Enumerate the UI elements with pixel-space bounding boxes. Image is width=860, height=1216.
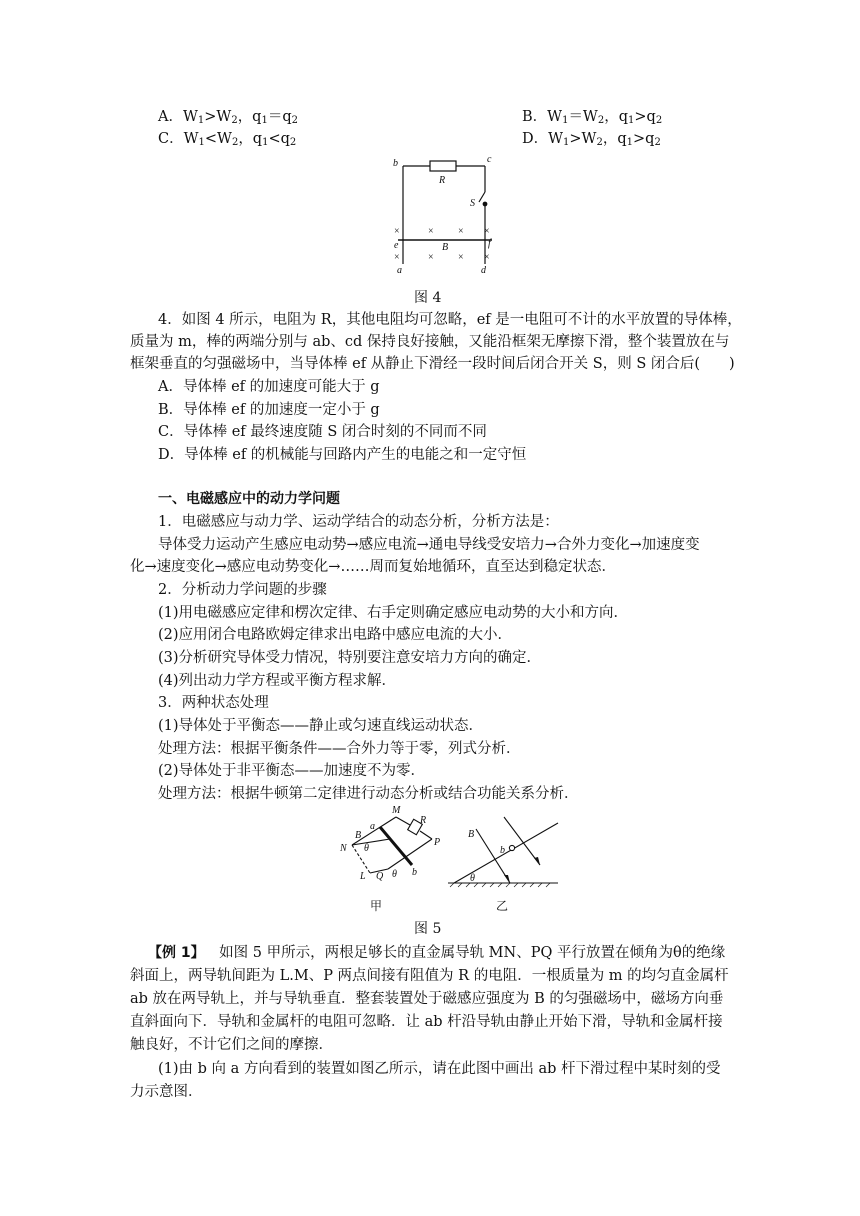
label-theta-1: θ	[364, 843, 369, 854]
label-n: N	[340, 843, 347, 854]
label-c: c	[487, 154, 492, 165]
label-q: Q	[376, 871, 384, 882]
label-p: P	[434, 837, 441, 848]
state-2-method: 处理方法：根据牛顿第二定律进行动态分析或结合功能关系分析．	[158, 786, 579, 802]
ground-hatch	[450, 883, 550, 887]
resistor-r	[430, 161, 456, 171]
question-4-option-c: C．导体棒 ef 最终速度随 S 闭合时刻的不同而不同	[158, 424, 487, 440]
example-1-question-1-b: 力示意图．	[130, 1084, 203, 1100]
question-4-line-1: 4．如图 4 所示，电阻为 R，其他电阻均可忽略，ef 是一电阻可不计的水平放置的导体棒，	[158, 312, 742, 328]
option-d-q3: D．$W_1>W_2$，$q_1>q_2$	[522, 131, 661, 148]
option-b-q3: B．$W_1=W_2$，$q_1>q_2$	[522, 109, 663, 126]
option-a-q3: A．$W_1>W_2$，$q_1=q_2$	[158, 109, 299, 126]
section-p3: 2．分析动力学问题的步骤	[158, 582, 327, 598]
figure-5-right-side-view	[440, 815, 560, 895]
figure-5-sub-right: 乙	[496, 899, 509, 913]
svg-text:×: ×	[394, 226, 400, 237]
section-p2-a: 导体受力运动产生感应电动势→感应电流→通电导线受安培力→合外力变化→加速度变	[158, 537, 700, 553]
example-1-line-4: 直斜面向下．导轨和金属杆的电阻可忽略．让 ab 杆沿导轨由静止开始下滑，导轨和金属杆接	[130, 1014, 723, 1030]
figure-4-caption: 图 4	[414, 290, 442, 306]
example-1-question-1-a: (1)由 b 向 a 方向看到的装置如图乙所示，请在此图中画出 ab 杆下滑过程中某时刻的受	[158, 1061, 721, 1077]
figure-5-sub-left: 甲	[370, 899, 383, 913]
svg-text:×: ×	[428, 226, 434, 237]
label-b-rod-right: b	[500, 845, 505, 856]
example-1-line-1: 【例 1】 如图 5 甲所示，两根足够长的直金属导轨 MN、PQ 平行放置在倾角为θ的绝缘	[148, 945, 726, 961]
svg-text:×: ×	[428, 252, 434, 263]
svg-text:×: ×	[484, 226, 490, 237]
label-field-b: B	[442, 242, 449, 253]
figure-4-circuit	[390, 152, 510, 277]
label-d: d	[481, 265, 486, 276]
section-heading: 一、电磁感应中的动力学问题	[158, 491, 340, 507]
question-4-line-2: 质量为 m，棒的两端分别与 ab、cd 保持良好接触，又能沿框架无摩擦下滑，整个装置放在与	[130, 334, 730, 350]
label-theta-right: θ	[470, 873, 475, 884]
state-1-method: 处理方法：根据平衡条件——合外力等于零，列式分析．	[158, 741, 521, 757]
label-l: L	[360, 871, 366, 882]
figure-5-caption: 图 5	[414, 921, 442, 937]
question-4-option-a: A．导体棒 ef 的加速度可能大于 g	[158, 379, 380, 395]
label-r-fig5: R	[420, 815, 427, 826]
step-3: (3)分析研究导体受力情况，特别要注意安培力方向的确定．	[158, 650, 542, 666]
svg-text:×: ×	[484, 252, 490, 263]
question-4-option-b: B．导体棒 ef 的加速度一定小于 g	[158, 402, 380, 418]
section-p4: 3．两种状态处理	[158, 695, 269, 711]
switch-s	[479, 192, 485, 202]
label-a: a	[397, 265, 402, 276]
label-r: R	[439, 175, 446, 186]
label-theta-2: θ	[392, 869, 397, 880]
label-a-fig5: a	[370, 821, 375, 832]
state-1: (1)导体处于平衡态——静止或匀速直线运动状态．	[158, 718, 484, 734]
example-1-tag: 【例 1】	[148, 945, 205, 961]
svg-text:×: ×	[458, 226, 464, 237]
label-e: e	[394, 240, 399, 251]
label-b-field-right: B	[468, 829, 475, 840]
step-2: (2)应用闭合电路欧姆定律求出电路中感应电流的大小．	[158, 627, 513, 643]
example-1-line-5: 触良好，不计它们之间的摩擦．	[130, 1037, 333, 1053]
label-b-rod: b	[412, 867, 417, 878]
question-4-option-d: D．导体棒 ef 的机械能与回路内产生的电能之和一定守恒	[158, 447, 527, 463]
section-p1: 1．电磁感应与动力学、运动学结合的动态分析，分析方法是：	[158, 514, 559, 530]
step-1: (1)用电磁感应定律和楞次定律、右手定则确定感应电动势的大小和方向．	[158, 605, 629, 621]
label-f: f	[488, 238, 491, 249]
question-4-line-3: 框架垂直的匀强磁场中，当导体棒 ef 从静止下滑经一段时间后闭合开关 S，则 S 闭合后( )	[130, 356, 735, 372]
example-1-line-2: 斜面上，两导轨间距为 L.M、P 两点间接有阻值为 R 的电阻．一根质量为 m 的均匀直金属杆	[130, 968, 729, 984]
label-b-field: B	[355, 830, 362, 841]
option-c-q3: C．$W_1<W_2$，$q_1<q_2$	[158, 131, 297, 148]
svg-text:×: ×	[458, 252, 464, 263]
section-p2-b: 化→速度变化→感应电动势变化→……周而复始地循环，直至达到稳定状态．	[130, 559, 616, 575]
step-4: (4)列出动力学方程或平衡方程求解．	[158, 673, 397, 689]
label-m: M	[392, 805, 401, 816]
figure-5-left-incline-rails	[330, 803, 455, 905]
state-2: (2)导体处于非平衡态——加速度不为零．	[158, 763, 426, 779]
label-s: S	[470, 198, 475, 209]
svg-text:×: ×	[394, 252, 400, 263]
example-1-line-3: ab 放在两导轨上，并与导轨垂直．整套装置处于磁感应强度为 B 的匀强磁场中，磁场方向垂	[130, 991, 724, 1007]
label-b: b	[393, 158, 398, 169]
